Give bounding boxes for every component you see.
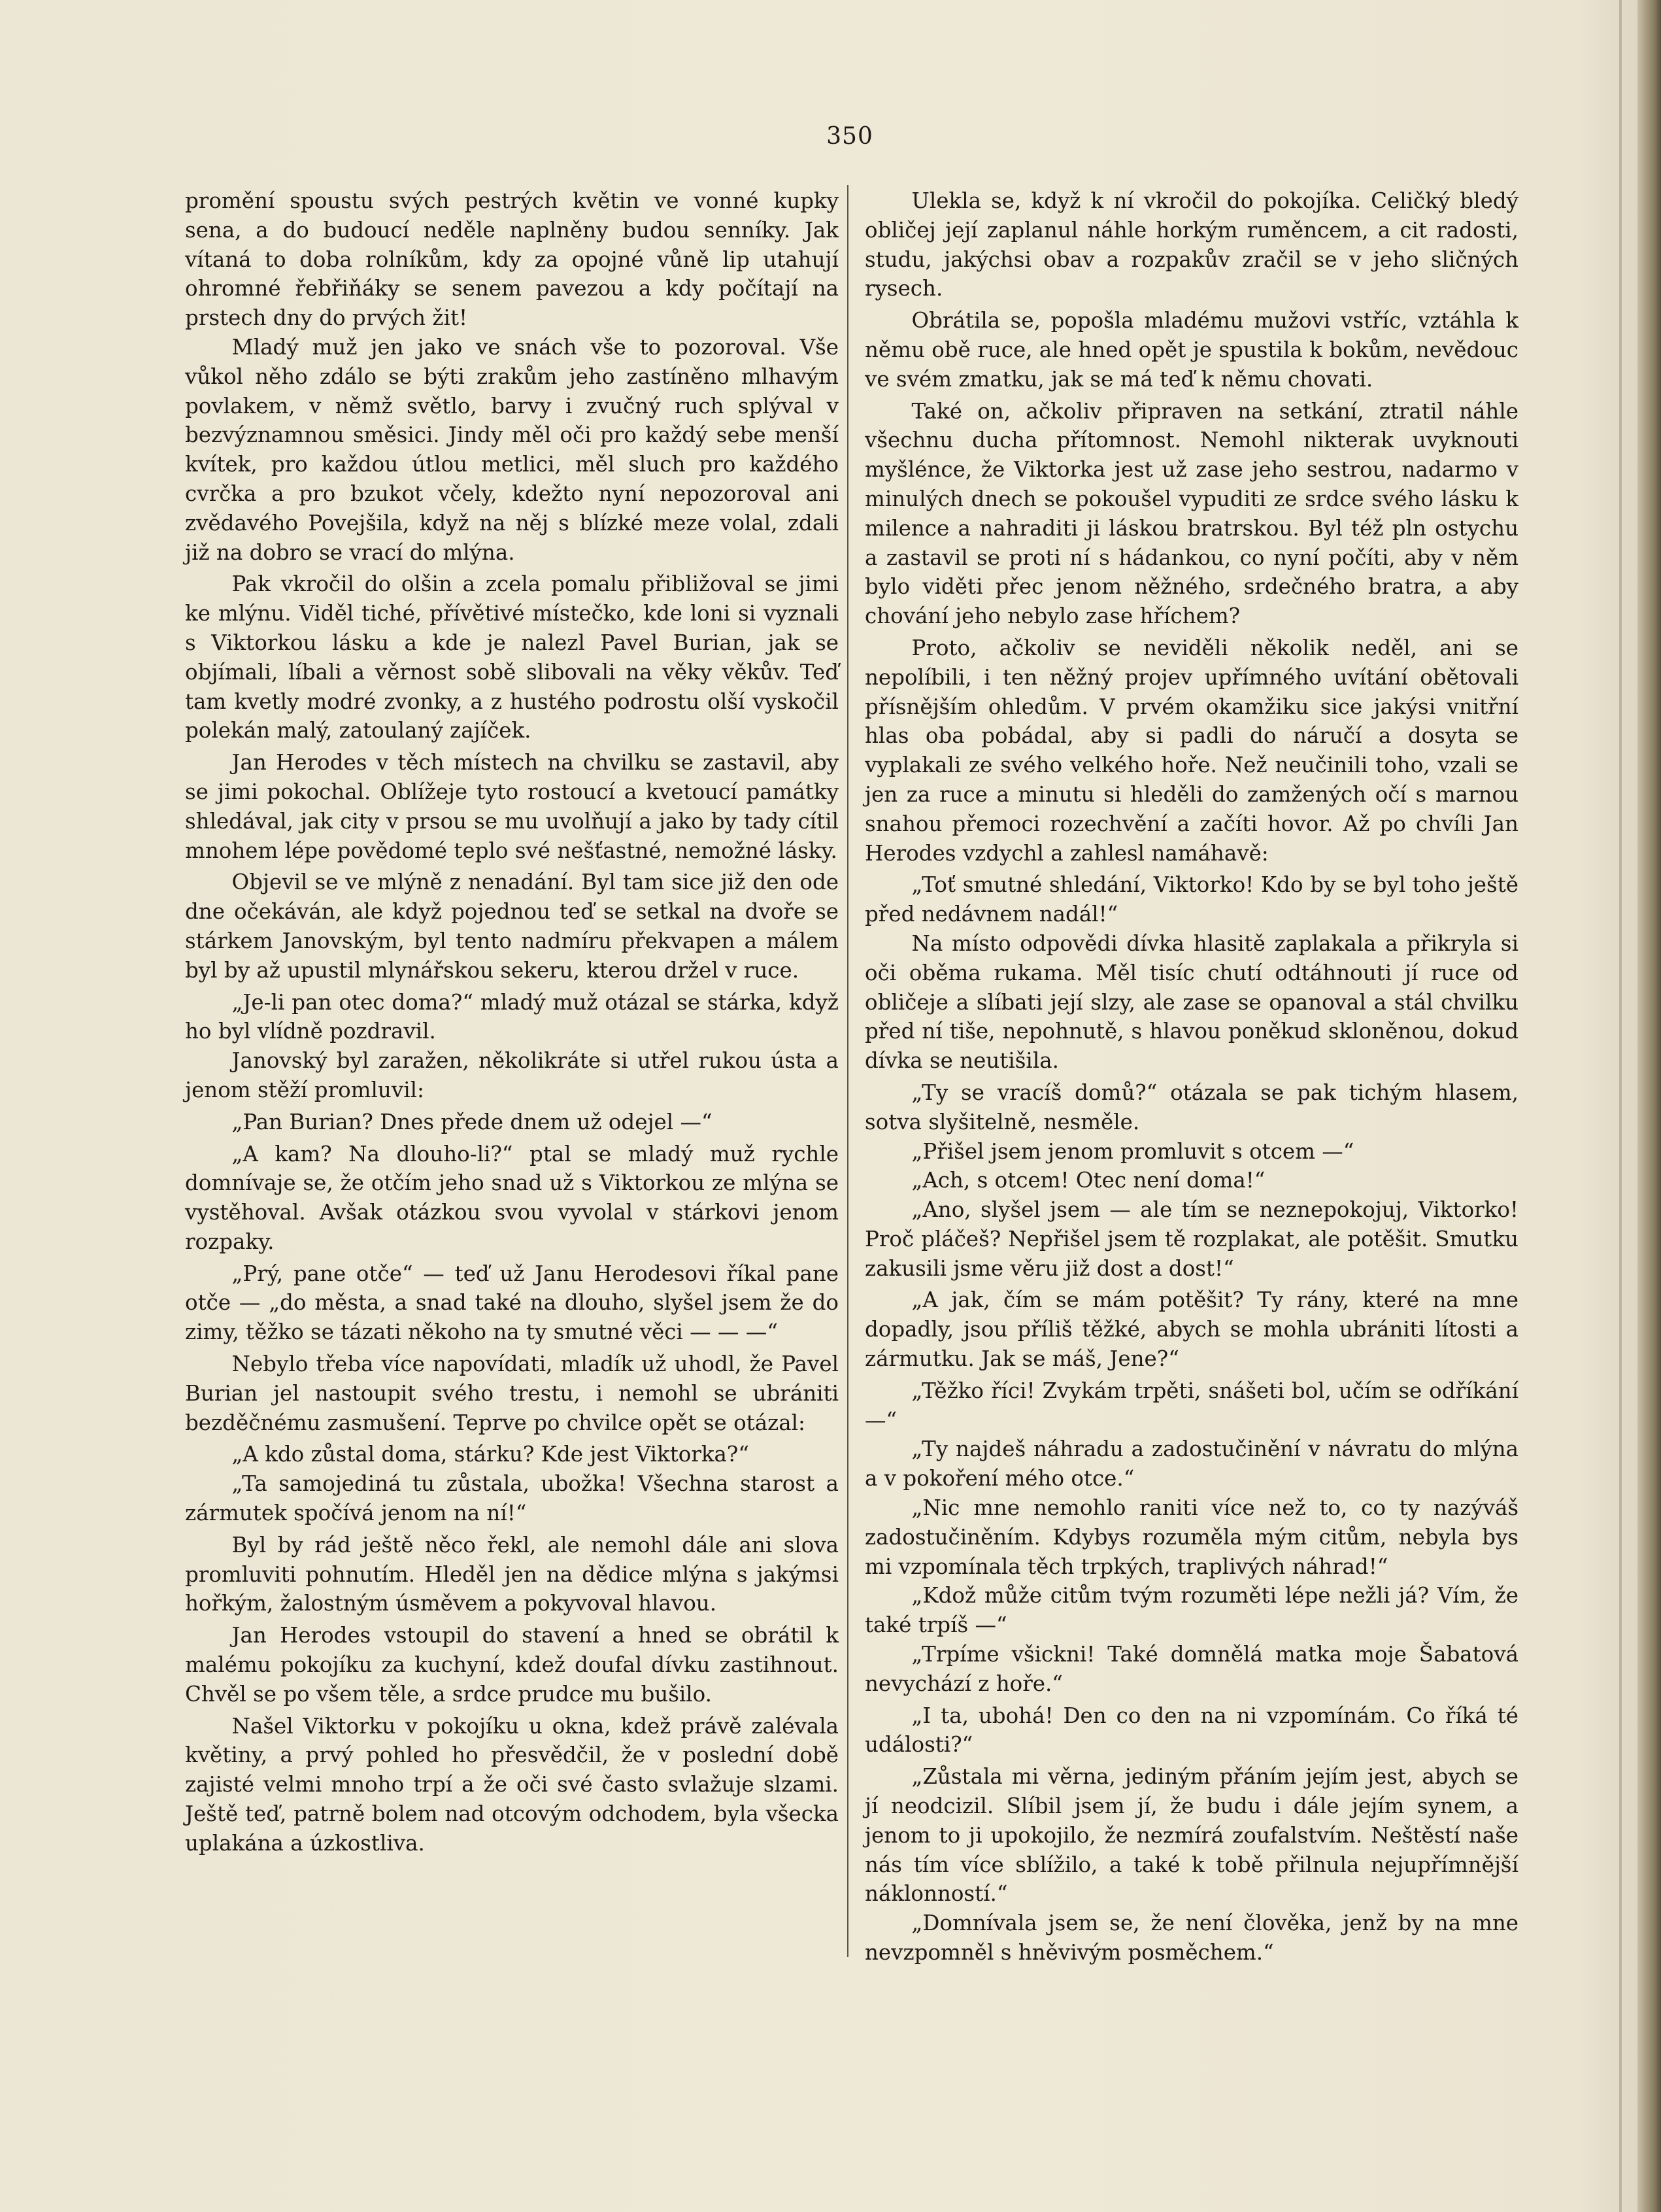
right-text-column: [865, 186, 1518, 1967]
paragraph: Janovský byl zaražen, několikráte si utřel rukou ústa a jenom stěží promluvil:: [185, 1048, 839, 1102]
paragraph: „Ty najdeš náhradu a zadostučinění v návratu do mlýna a v pokoření mého otce.“: [865, 1437, 1518, 1491]
paragraph: „Těžko říci! Zvykám trpěti, snášeti bol, učím se odříkání —“: [865, 1378, 1518, 1433]
paragraph: Na místo odpovědi dívka hlasitě zaplakala a přikryla si oči oběma rukama. Měl tisíc chutí odtáhnouti jí ruce od obličeje a slíbati její slzy, ale zase se opanoval a stál chvilku před ní tiše, nepohnutě, s hlavou poněkud skloněnou, dokud dívka se neutišila.: [865, 930, 1518, 1074]
book-gutter-shadow: [1637, 0, 1661, 2212]
paragraph: „Zůstala mi věrna, jediným přáním jejím jest, abych se jí neodcizil. Slíbil jsem jí, že budu i dále jejím synem, a jenom to ji upokojilo, že nezmírá zoufalstvím. Neštěstí naše nás tím více sblížilo, a také k tobě přilnula nejupřímnější náklonností.“: [865, 1764, 1518, 1907]
paragraph: „Ty se vracíš domů?“ otázala se pak tichým hlasem, sotva slyšitelně, nesměle.: [865, 1080, 1518, 1134]
paragraph: „Je-li pan otec doma?“ mladý muž otázal se stárka, když ho byl vlídně pozdravil.: [185, 989, 839, 1044]
paragraph: Jan Herodes vstoupil do stavení a hned se obrátil k malému pokojíku za kuchyní, kdež doufal dívku zastihnout. Chvěl se po všem těle, a srdce prudce mu bušilo.: [185, 1623, 839, 1707]
paragraph: „Domnívala jsem se, že není člověka, jenž by na mne nevzpomněl s hněvivým posměchem.“: [865, 1911, 1518, 1965]
paragraph: „Nic mne nemohlo raniti více než to, co ty nazýváš zadostučiněním. Kdybys rozuměla mým citům, nebyla bys mi vzpomínala těch trpkých, traplivých náhrad!“: [865, 1495, 1518, 1579]
column-divider: [847, 185, 848, 1957]
paragraph: „I ta, ubohá! Den co den na ni vzpomínám. Co říká té události?“: [865, 1703, 1518, 1758]
paragraph: Proto, ačkoliv se neviděli několik neděl, ani se nepolíbili, i ten něžný projev upřímného uvítání obětovali přísnějším ohledům. V prvém okamžiku sice jakýsi vnitřní hlas oba pobádal, aby si padli do náručí a dosyta se vyplakali ze svého velkého hoře. Než neučinili toho, vzali se jen za ruce a minutu si hleděli do zamžených očí s marnou snahou přemoci rozechvění a začíti hovor. Až po chvíli Jan Herodes vzdychl a zahlesl namáhavě:: [865, 635, 1518, 866]
paragraph: „A jak, čím se mám potěšit? Ty rány, které na mne dopadly, jsou příliš těžké, abych se mohla ubrániti lítosti a zármutku. Jak se máš, Jene?“: [865, 1287, 1518, 1372]
paragraph: Nebylo třeba více napovídati, mladík už uhodl, že Pavel Burian jel nastoupit svého trestu, i nemohl se ubrániti bezděčnému zasmušení. Teprve po chvilce opět se otázal:: [185, 1352, 839, 1435]
paragraph: Byl by rád ještě něco řekl, ale nemohl dále ani slova promluviti pohnutím. Hleděl jen na dědice mlýna s jakýmsi hořkým, žalostným úsměvem a pokyvoval hlavou.: [185, 1532, 839, 1616]
left-text-column: [185, 186, 839, 1858]
paragraph: Také on, ačkoliv připraven na setkání, ztratil náhle všechnu ducha přítomnost. Nemohl nikterak uvyknouti myšlénce, že Viktorka jest už zase jeho sestrou, nadarmo v minulých dnech se pokoušel vypuditi ze srdce svého lásku k milence a nahraditi ji láskou bratrskou. Byl též pln ostychu a zastavil se proti ní s hádankou, co nyní počíti, aby v něm bylo viděti přec jenom něžného, srdečného bratra, a aby chování jeho nebylo zase hříchem?: [865, 398, 1518, 629]
paragraph: promění spoustu svých pestrých květin ve vonné kupky sena, a do budoucí neděle naplněny budou senníky. Jak vítaná to doba rolníkům, kdy za opojné vůně lip utahují ohromné řebřiňáky se senem pavezou a kdy počítají na prstech dny do prvých žit!: [185, 188, 839, 331]
paragraph: „Toť smutné shledání, Viktorko! Kdo by se byl toho ještě před nedávnem nadál!“: [865, 872, 1518, 927]
paragraph: „A kdo zůstal doma, stárku? Kde jest Viktorka?“: [231, 1442, 749, 1467]
paragraph: Jan Herodes v těch místech na chvilku se zastavil, aby se jimi pokochal. Oblížeje tyto rostoucí a kvetoucí památky shledával, jak city v prsou se mu uvolňují a jako by tady cítil mnohem lépe povědomé teplo své nešťastné, nemožné lásky.: [185, 750, 839, 863]
paragraph: Objevil se ve mlýně z nenadání. Byl tam sice již den ode dne očekáván, ale když pojednou teď se setkal na dvoře se stárkem Janovským, byl tento nadmíru překvapen a málem byl by až upustil mlynářskou sekeru, kterou držel v ruce.: [185, 870, 839, 983]
paragraph: „Ach, s otcem! Otec není doma!“: [911, 1168, 1266, 1193]
paragraph: „Kdož může citům tvým rozuměti lépe nežli já? Vím, že také trpíš —“: [865, 1583, 1518, 1638]
paragraph: „A kam? Na dlouho-li?“ ptal se mladý muž rychle domnívaje se, že otčím jeho snad už s Viktorkou ze mlýna se vystěhoval. Avšak otázkou svou vyvolal v stárkovi jenom rozpaky.: [185, 1141, 839, 1254]
paragraph: Pak vkročil do olšin a zcela pomalu přibližoval se jimi ke mlýnu. Viděl tiché, přívětivé místečko, kde loni si vyznali s Viktorkou lásku a kde je nalezl Pavel Burian, jak se objímali, líbali a věrnost sobě slibovali na věky věkův. Teď tam kvetly modré zvonky, a z hustého podrostu olší vyskočil polekán malý, zatoulaný zajíček.: [185, 571, 839, 743]
paragraph: „Ano, slyšel jsem — ale tím se neznepokojuj, Viktorko! Proč pláčeš? Nepřišel jsem tě rozplakat, ale potěšit. Smutku zakusili jsme věru již dost a dost!“: [865, 1197, 1518, 1281]
paragraph: „Pan Burian? Dnes přede dnem už odejel —“: [231, 1109, 713, 1134]
paragraph: „Prý, pane otče“ — teď už Janu Herodesovi říkal pane otče — „do města, a snad také na dlouho, slyšel jsem že do zimy, těžko se tázati někoho na ty smutné věci — — —“: [185, 1261, 839, 1345]
page-number: 350: [826, 123, 873, 150]
paragraph: „Přišel jsem jenom promluvit s otcem —“: [911, 1138, 1354, 1164]
binding-edge-line: [1619, 0, 1622, 2212]
paragraph: Ulekla se, když k ní vkročil do pokojíka. Celičký bledý obličej její zaplanul náhle horkým ruměncem, a cit radosti, studu, jakýchsi obav a rozpakův zračil se v jeho sličných rysech.: [865, 188, 1518, 301]
paragraph: Našel Viktorku v pokojíku u okna, kdež právě zalévala květiny, a prvý pohled ho přesvědčil, že v poslední době zajisté velmi mnoho trpí a že oči své často svlažuje slzami. Ještě teď, patrně bolem nad otcovým odchodem, byla všecka uplakána a úzkostliva.: [185, 1713, 839, 1856]
paragraph: „Ta samojediná tu zůstala, ubožka! Všechna starost a zármutek spočívá jenom na ní!“: [185, 1471, 839, 1526]
paragraph: Obrátila se, popošla mladému mužovi vstříc, vztáhla k němu obě ruce, ale hned opět je spustila k bokům, nevědouc ve svém zmatku, jak se má teď k němu chovati.: [865, 308, 1518, 392]
paragraph: „Trpíme všickni! Také domnělá matka moje Šabatová nevychází z hoře.“: [865, 1642, 1518, 1696]
paragraph: Mladý muž jen jako ve snách vše to pozoroval. Vše vůkol něho zdálo se býti zrakům jeho zastíněno mlhavým povlakem, v němž světlo, barvy i zvučný ruch splýval v bezvýznamnou směsici. Jindy měl oči pro každý sebe menší kvítek, pro každou útlou metlici, měl sluch pro každého cvrčka a pro bzukot včely, kdežto nyní nepozoroval ani zvědavého Povejšila, když na něj s blízké meze volal, zdali již na dobro se vrací do mlýna.: [185, 334, 839, 565]
